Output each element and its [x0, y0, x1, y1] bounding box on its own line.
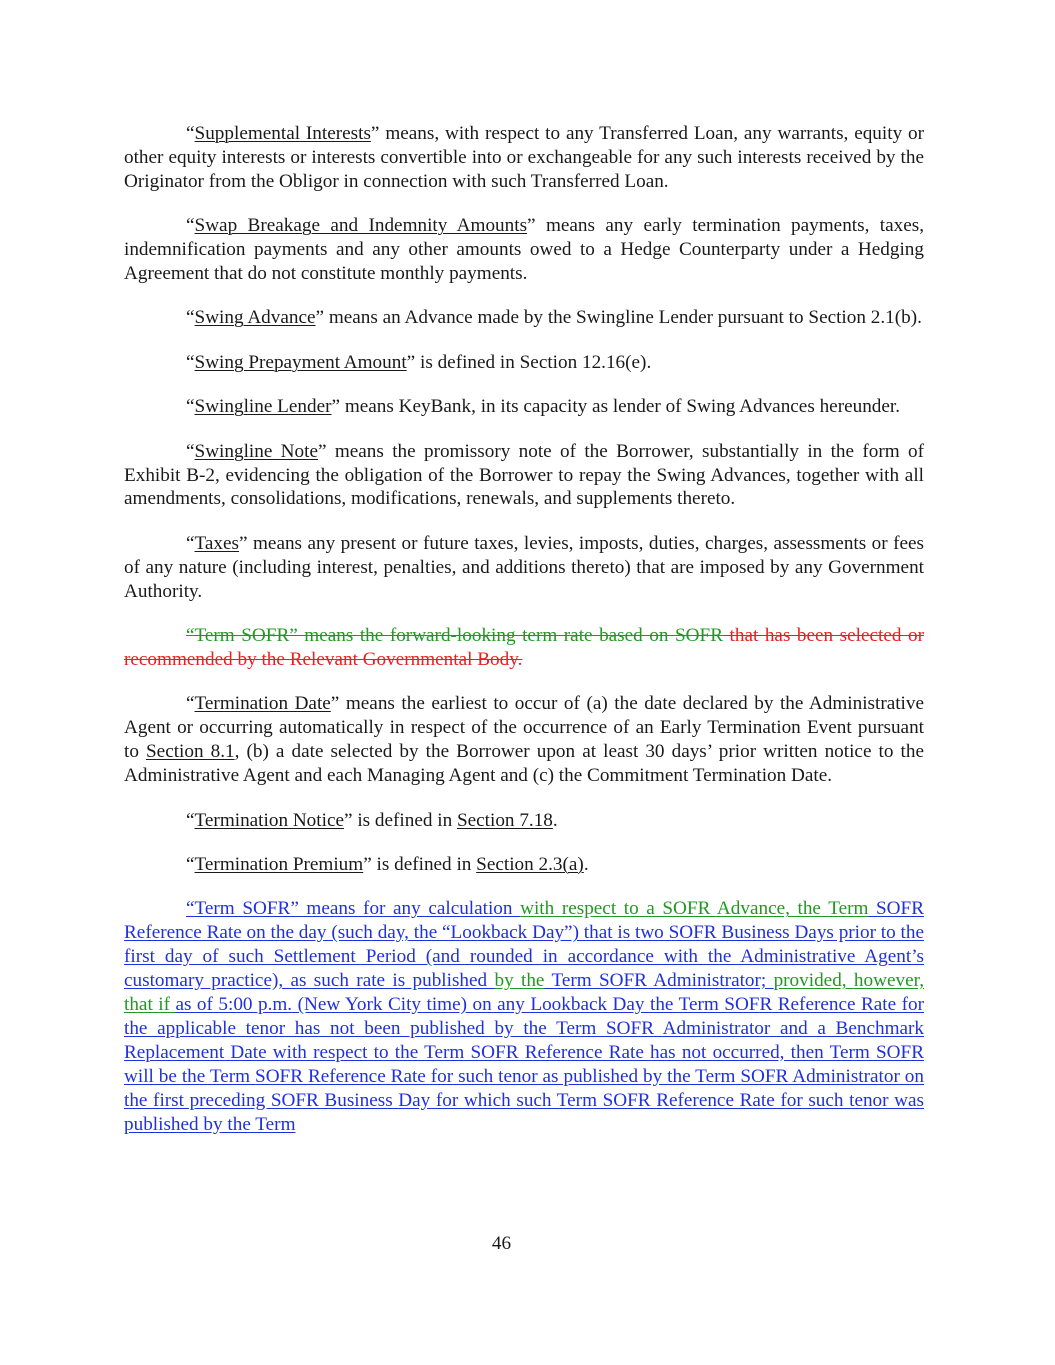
- definition-text: is defined in: [371, 853, 477, 875]
- definition-swing-advance: [124, 306, 924, 330]
- close-quote: ”: [343, 809, 353, 831]
- close-quote: ”: [331, 396, 341, 418]
- definition-text: means the earliest to occur of (a) the date declared by the Administrative Agent or occurring automatically in respect of the occurrence of an Early Termination Event pursuant to: [124, 693, 924, 763]
- open-quote: “: [186, 440, 195, 462]
- inserted-text-green: with respect to a SOFR Advance, the Term: [520, 898, 869, 920]
- definition-text: is defined in Section 12.16(e).: [415, 351, 652, 373]
- inserted-text-blue: as of 5:00 p.m. (New York City time) on any Lookback Day the Term SOFR Reference Rate for the applicable tenor has not been published by the Term SOFR Administrator and a Benchmark Replacement Date with respect to the Term SOFR Reference Rate has not occurred, then Term SOFR will be the Term SOFR Reference Rate for such tenor as published by the Term SOFR Administrator on the first preceding SOFR Business Day for which such Term SOFR Reference Rate for such tenor was published by the Term: [124, 993, 924, 1135]
- section-reference: Section 2.3(a): [476, 853, 584, 875]
- definition-text: .: [583, 853, 589, 875]
- definition-taxes: [124, 532, 924, 604]
- definition-supplemental-interests: [124, 122, 924, 194]
- inserted-text-green: provided, however, that if: [124, 970, 925, 1015]
- definition-termination-notice: [124, 809, 924, 833]
- definition-termination-date: [124, 692, 924, 788]
- defined-term: Swing Advance: [194, 307, 316, 329]
- deleted-text-green: “Term SOFR” means the forward-looking term rate based on SOFR: [186, 625, 723, 647]
- deleted-text-red: that has been selected or recommended by the Relevant Governmental Body.: [124, 625, 924, 670]
- definition-termination-premium: [124, 853, 924, 877]
- close-quote: ”: [370, 123, 380, 144]
- section-reference: Section 7.18: [456, 809, 553, 831]
- open-quote: “: [186, 853, 195, 875]
- close-quote: ”: [363, 853, 372, 875]
- definition-text: means KeyBank, in its capacity as lender of Swing Advances hereunder.: [340, 396, 901, 418]
- open-quote: “: [186, 351, 195, 373]
- defined-term: Swap Breakage and Indemnity Amounts: [194, 215, 528, 237]
- open-quote: “: [186, 396, 195, 418]
- definition-text: means any early termination payments, taxes, indemnification payments and any other amounts owed to a Hedge Counterparty under a Hedging Agreement that do not constitute monthly payments.: [124, 215, 924, 285]
- defined-term: Termination Notice: [194, 809, 344, 831]
- defined-term: Swing Prepayment Amount: [194, 351, 407, 373]
- definition-text: is defined in: [352, 809, 457, 831]
- open-quote: “: [186, 693, 195, 715]
- definition-swap-breakage: [124, 214, 924, 286]
- definition-swingline-note: [124, 440, 924, 512]
- inserted-definition-term-sofr: [124, 897, 924, 1136]
- page-number: 46: [491, 1233, 512, 1254]
- open-quote: “: [186, 215, 195, 237]
- close-quote: ”: [527, 215, 536, 237]
- inserted-text-green: by the: [494, 970, 545, 992]
- inserted-text-blue: SOFR Reference Rate on the day (such day, the “Lookback Day”) that is two SOFR Business Days prior to the first day of such Settlement Period (and rounded in accordance with the Administrative Agent’s customary practice), as such rate is published: [124, 898, 925, 992]
- definition-swingline-lender: [124, 395, 924, 419]
- definition-swing-prepayment-amount: [124, 351, 924, 375]
- definition-text: , (b) a date selected by the Borrower upon at least 30 days’ prior written notice to the Administrative Agent and each Managing Agent and (c) the Commitment Termination Date.: [124, 741, 924, 787]
- open-quote: “: [186, 123, 195, 144]
- definition-text: means, with respect to any Transferred Loan, any warrants, equity or other equity interests or interests convertible into or exchangeable for any such interests received by the Originator from the Obligor in connection with such Transferred Loan.: [124, 123, 925, 192]
- definition-text: means an Advance made by the Swingline Lender pursuant to Section 2.1(b).: [324, 307, 922, 329]
- inserted-text-blue: “Term SOFR” means for any calculation: [186, 898, 521, 920]
- defined-term: Swingline Note: [194, 440, 318, 462]
- defined-term: Supplemental Interests: [194, 123, 371, 144]
- close-quote: ”: [330, 693, 340, 715]
- definition-text: .: [552, 809, 558, 831]
- close-quote: ”: [239, 532, 248, 554]
- close-quote: ”: [317, 440, 327, 462]
- defined-term: Swingline Lender: [194, 396, 332, 418]
- defined-term: Taxes: [194, 532, 240, 554]
- defined-term: Termination Premium: [194, 853, 364, 875]
- inserted-text-blue: Term SOFR Administrator;: [544, 970, 774, 992]
- section-reference: Section 8.1: [146, 741, 235, 763]
- open-quote: “: [186, 307, 195, 329]
- close-quote: ”: [406, 351, 416, 373]
- defined-term: Termination Date: [194, 693, 331, 715]
- definition-text: means the promissory note of the Borrower, substantially in the form of Exhibit B-2, evidencing the obligation of the Borrower to repay the Swing Advances, together with all amendments, consolidations, modifications, renewals, and supplements thereto.: [124, 440, 924, 510]
- close-quote: ”: [315, 307, 325, 329]
- document-page: [124, 122, 924, 1136]
- deleted-definition-term-sofr: [124, 624, 924, 672]
- definition-text: means any present or future taxes, levies, imposts, duties, charges, assessments or fees of any nature (including interest, penalties, and additions thereto) that are imposed by any Government Authority.: [124, 532, 924, 602]
- open-quote: “: [186, 809, 195, 831]
- open-quote: “: [186, 532, 195, 554]
